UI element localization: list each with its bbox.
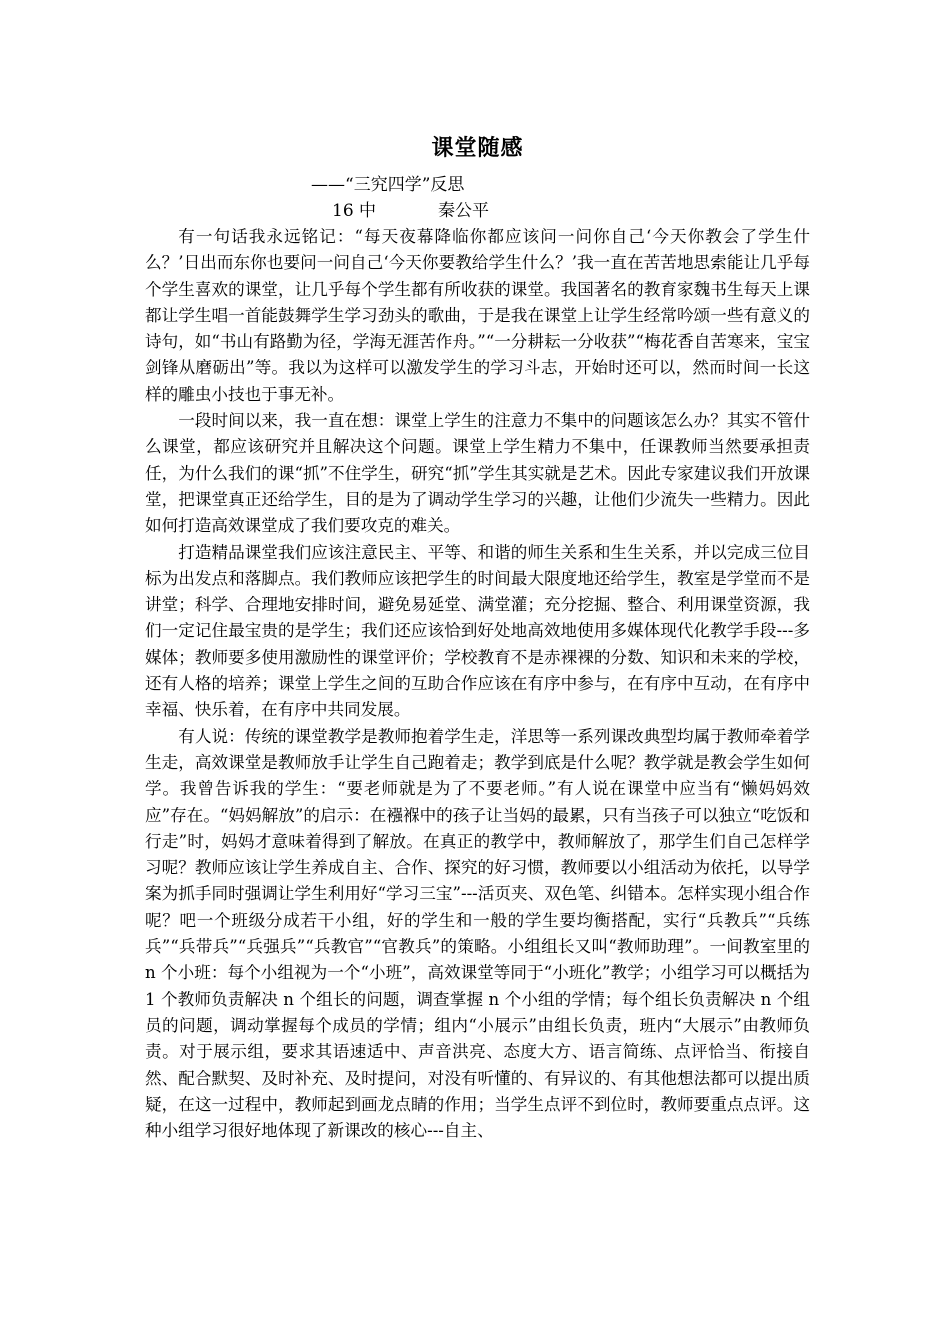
school-name: 16 中 (332, 201, 377, 221)
body-paragraph-3: 打造精品课堂我们应该注意民主、平等、和谐的师生关系和生生关系，并以完成三位目标为出发点和落脚点。我们教师应该把学生的时间最大限度地还给学生，教室是学堂而不是讲堂；科学、合理地安排时间，避免易延堂、满堂灌；充分挖掘、整合、利用课堂资源，我们一定记住最宝贵的是学生；我们还应该恰到好处地高效地使用多媒体现代化教学手段---多媒体；教师要多使用激励性的课堂评价；学校教育不是赤裸裸的分数、知识和未来的学校，还有人格的培养；课堂上学生之间的互助合作应该在有序中参与，在有序中互动，在有序中幸福、快乐着，在有序中共同发展。 (145, 542, 810, 720)
document-title: 课堂随感 (431, 135, 524, 161)
document-page (145, 128, 810, 1144)
author-name: 秦公平 (438, 201, 490, 221)
body-paragraph-4: 有人说：传统的课堂教学是教师抱着学生走，洋思等一系列课改典型均属于教师牵着学生走，高效课堂是教师放手让学生自己跑着走；教学到底是什么呢？教学就是教会学生如何学。我曾告诉我的学生：“要老师就是为了不要老师。”有人说在课堂中应当有“懒妈妈效应”存在。“妈妈解放”的启示：在襁褓中的孩子让当妈的最累，只有当孩子可以独立“吃饭和行走”时，妈妈才意味着得到了解放。在真正的教学中，教师解放了，那学生们自己怎样学习呢？教师应该让学生养成自主、合作、探究的好习惯，教师要以小组活动为依托，以导学案为抓手同时强调让学生利用好“学习三宝”---活页夹、双色笔、纠错本。怎样实现小组合作呢？吧一个班级分成若干小组，好的学生和一般的学生要均衡搭配，实行“兵教兵”“兵练兵”“兵带兵”“兵强兵”“兵教官”“官教兵”的策略。小组组长又叫“教师助理”。一间教室里的 n 个小班：每个小组视为一个“小班”，高效课堂等同于“小班化”教学；小组学习可以概括为 1 个教师负责解决 n 个组长的问题，调查掌握 n 个小组的学情；每个组长负责解决 n 个组员的问题，调动掌握每个成员的学情；组内“小展示”由组长负责，班内“大展示”由教师负责。对于展示组，要求其语速适中、声音洪亮、态度大方、语言简练、点评恰当、衔接自然、配合默契、及时补充、及时提问，对没有听懂的、有异议的、有其他想法都可以提出质疑，在这一过程中，教师起到画龙点睛的作用；当学生点评不到位时，教师要重点点评。这种小组学习很好地体现了新课改的核心---自主、 (145, 726, 810, 1141)
body-paragraph-1: 有一句话我永远铭记：“每天夜幕降临你都应该问一问你自己‘今天你教会了学生什么？’日出而东你也要问一问自己‘今天你要教给学生什么？’我一直在苦苦地思索能让几乎每个学生喜欢的课堂，让几乎每个学生都有所收获的课堂。我国著名的教育家魏书生每天上课都让学生唱一首能鼓舞学生学习劲头的歌曲，于是我在课堂上让学生经常吟颂一些有意义的诗句，如“书山有路勤为径，学海无涯苦作舟。”“一分耕耘一分收获”“梅花香自苦寒来，宝宝剑锋从磨砺出”等。我以为这样可以激发学生的学习斗志，开始时还可以，然而时间一长这样的雕虫小技也于事无补。 (145, 227, 810, 404)
document-subtitle: ——“三究四学”反思 (311, 175, 465, 195)
byline (145, 198, 810, 224)
body-paragraph-2: 一段时间以来，我一直在想：课堂上学生的注意力不集中的问题该怎么办？其实不管什么课堂，都应该研究并且解决这个问题。课堂上学生精力不集中，任课教师当然要承担责任，为什么我们的课“抓”不住学生，研究“抓”学生其实就是艺术。因此专家建议我们开放课堂，把课堂真正还给学生，目的是为了调动学生学习的兴趣，让他们少流失一些精力。因此如何打造高效课堂成了我们要攻克的难关。 (145, 411, 810, 536)
